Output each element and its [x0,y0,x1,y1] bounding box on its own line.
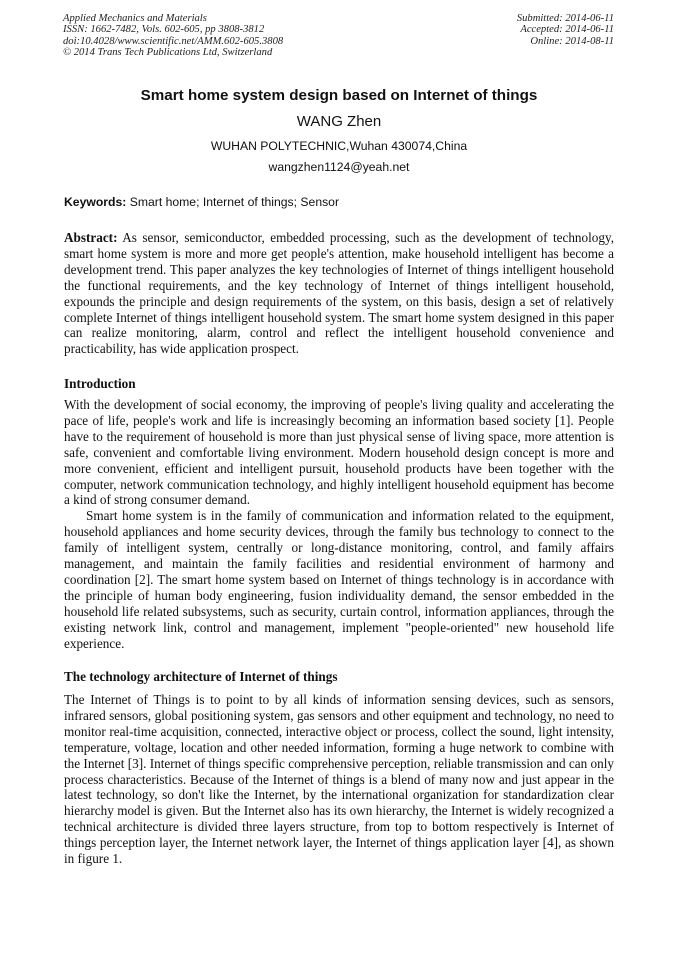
author-name: WANG Zhen [296,113,382,130]
publication-dates [517,13,614,47]
section-architecture [64,692,614,867]
abstract-label: Abstract: [64,230,118,245]
abstract [64,230,614,357]
author-affiliation: WUHAN POLYTECHNIC,Wuhan 430074,China [210,139,468,153]
submitted-date: Submitted: 2014-06-11 [516,13,614,24]
keywords-label: Keywords: [64,195,127,209]
author-email: wangzhen1124@yeah.net [268,160,410,174]
keywords-text: Smart home; Internet of things; Sensor [126,195,340,209]
accepted-date: Accepted: 2014-06-11 [520,24,614,36]
paper-title: Smart home system design based on Internet of things [140,87,538,104]
journal-name: Applied Mechanics and Materials [63,13,207,24]
journal-copyright: © 2014 Trans Tech Publications Ltd, Switzerland [63,47,273,59]
paragraph: The Internet of Things is to point to by all kinds of information sensing devices, such as sensors, infrared sensors, global positioning system, gas sensors and other equipment and technology, no need to monitor real-time acquisition, connected, interactive object or process, collect the sound, light intensity, temperature, voltage, location and other needed information, forming a huge network to combine with the Internet [3]. Internet of things specific comprehensive perception, reliable transmission and can only process characteristics. Because of the Internet of things is a blend of many now and just appear in the latest technology, so don't like the Internet, by the international organization for standardization clear hierarchy model is given. But the Internet also has its own hierarchy, the Internet is widely recognized a technical architecture is divided three layers structure, from top to bottom respectively is Internet of things perception layer, the Internet network layer, the Internet of things application layer [4], as shown in figure 1. [64,692,614,867]
section-introduction [64,397,614,652]
keywords [64,195,614,209]
abstract-text: As sensor, semiconductor, embedded processing, such as the development of technology, smart home system is more and more get people's attention, make household intelligent has become a development trend. This paper analyzes the key technologies of Internet of things intelligent household the functional requirements, and the key technology of Internet of things intelligent household, expounds the principle and design requirements of the system, on this basis, design a set of relatively complete Internet of things intelligent household system. The smart home system designed in this paper can realize monitoring, alarm, control and reflect the intelligent household convenience and practicability, has wide application prospect. [64,230,614,357]
section-heading-architecture: The technology architecture of Internet of things [64,669,338,684]
paragraph: Smart home system is in the family of communication and information related to the equipment, household appliances and home security devices, through the family bus technology to connect to the family of intelligent system, centrally or long-distance monitoring, control, and family affairs management, and maintain the family facilities and residential environment of harmony and coordination [2]. The smart home system based on Internet of things technology is in accordance with the principle of human body engineering, fusion individuality demand, the sensor embedded in the household life related subsystems, such as security, curtain control, information appliances, through the existing network link, control and management, implement "people-oriented" new household life experience. [64,508,614,651]
journal-issn: ISSN: 1662-7482, Vols. 602-605, pp 3808-3812 [63,24,265,36]
journal-info [63,13,283,59]
journal-doi: doi:10.4028/www.scientific.net/AMM.602-605.3808 [63,35,284,47]
paragraph: With the development of social economy, the improving of people's living quality and accelerating the pace of life, people's work and life is increasingly becoming an information based society [1]. People have to the requirement of household is more than just physical sense of living space, more attention is safe, convenient and comfortable living environment. Modern household design concept is more and more convenient, efficient and intelligent pursuit, household products have been together with the computer, network communication technology, and highly intelligent household equipment has become a kind of strong consumer demand. [64,397,614,508]
online-date: Online: 2014-08-11 [530,35,614,47]
section-heading-introduction: Introduction [64,376,136,391]
